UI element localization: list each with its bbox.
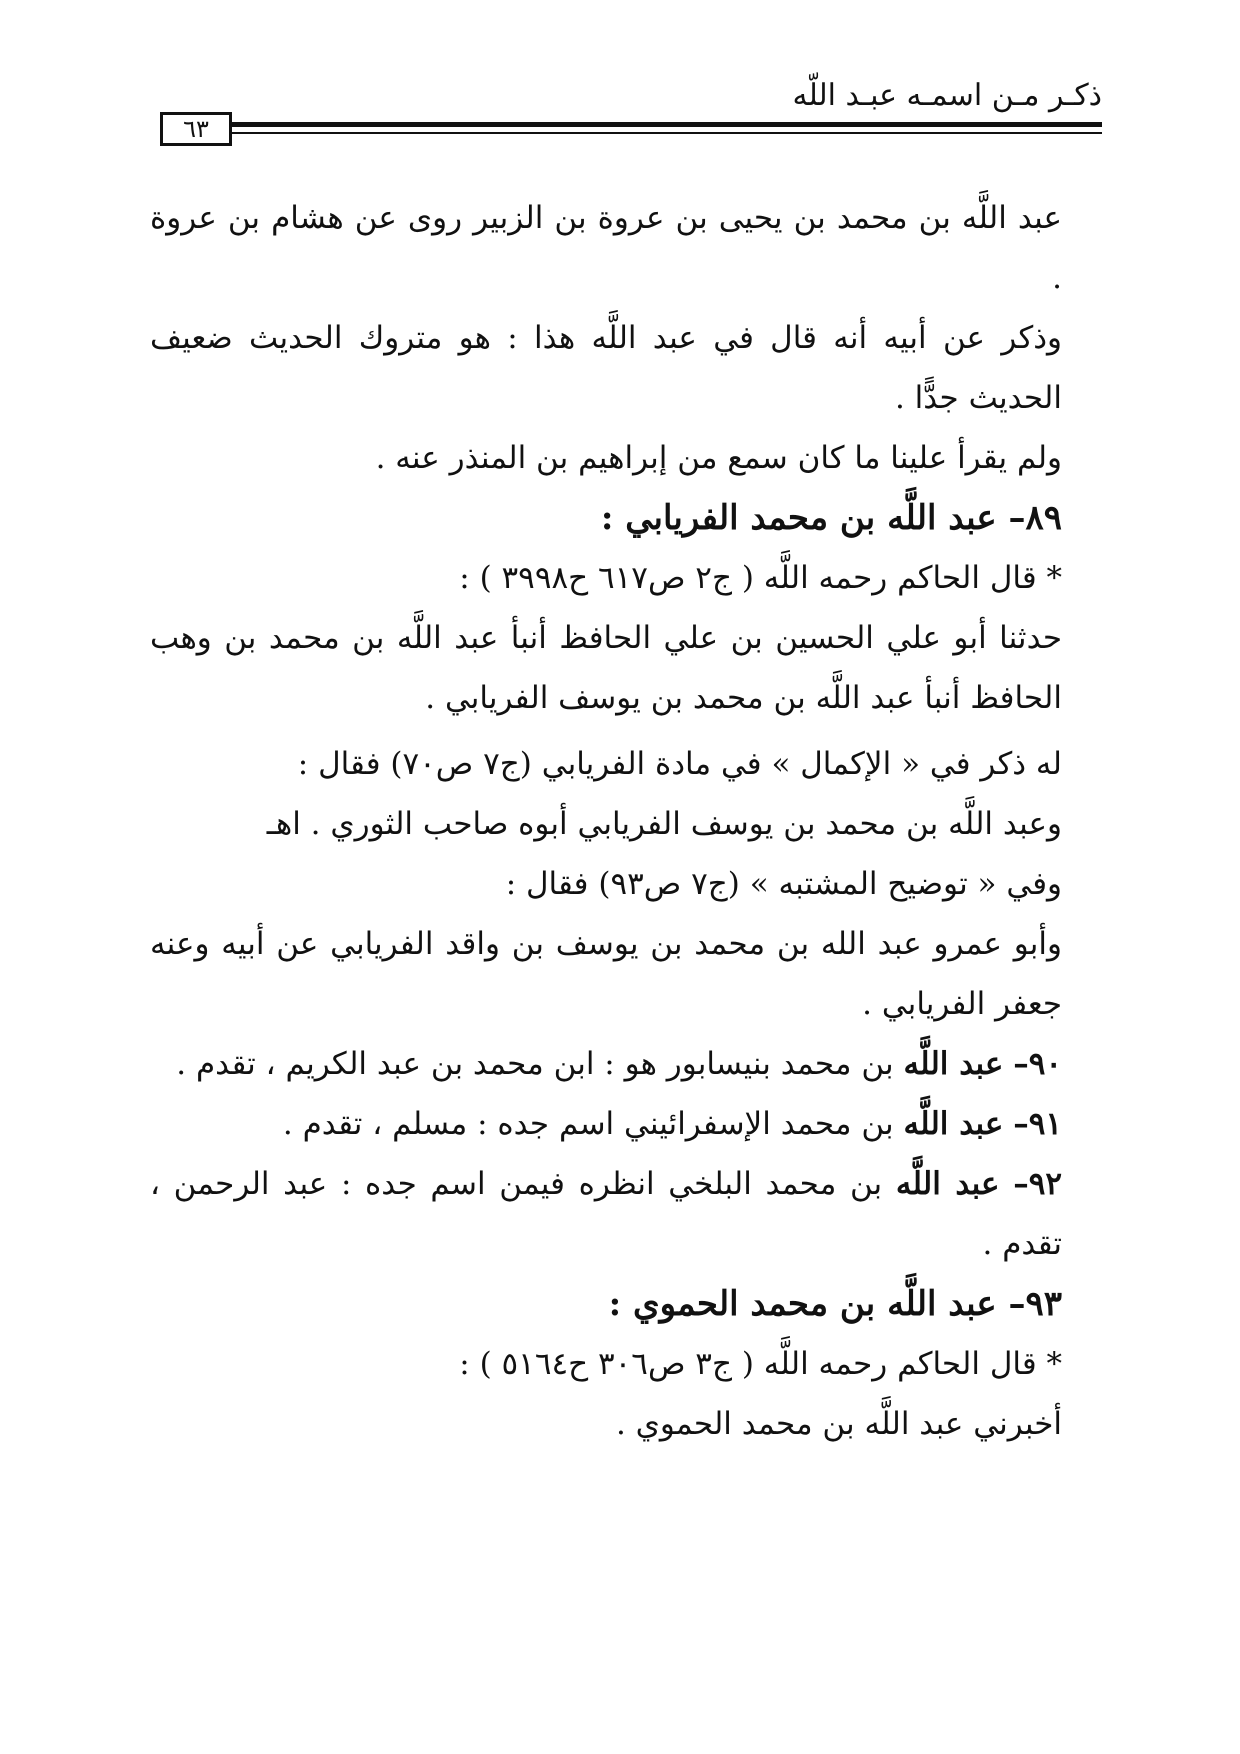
page-number: ٦٣ [160,112,232,146]
entry-90-number: ٩٠– [1013,1046,1062,1082]
entry-90-text: بن محمد بنيسابور هو : ابن محمد بن عبد الكريم ، تقدم . [176,1046,894,1082]
paragraph-2: وذكر عن أبيه أنه قال في عبد اللَّه هذا : هو متروك الحديث ضعيف الحديث جدًّا . [150,320,1062,416]
entry-89-citation: * قال الحاكم رحمه اللَّه ( ج٢ ص٦١٧ ح٣٩٩٨ ) : [459,560,1062,596]
paragraph-1: عبد اللَّه بن محمد بن يحيى بن عروة بن الزبير روى عن هشام بن عروة . [150,200,1063,296]
entry-92-number: ٩٢– [1013,1166,1063,1202]
entry-89-note-1: له ذكر في « الإكمال » في مادة الفريابي (ج٧ ص٧٠) فقال : [297,746,1062,782]
entry-90 [150,1034,1102,1094]
entry-89-heading: ٨٩– عبد اللَّه بن محمد الفريابي : [600,498,1062,538]
header-rule-thin [232,132,1102,134]
entry-90-name: عبد اللَّه [903,1046,1004,1082]
entry-89-isnad: حدثنا أبو علي الحسين بن علي الحافظ أنبأ عبد اللَّه بن محمد بن وهب الحافظ أنبأ عبد اللَّه بن محمد بن يوسف الفريابي . [150,620,1062,716]
header-rule [232,122,1102,127]
entry-89-note-3: وفي « توضيح المشتبه » (ج٧ ص٩٣) فقال : [505,866,1062,902]
entry-89-note-4: وأبو عمرو عبد الله بن محمد بن يوسف بن واقد الفريابي عن أبيه وعنه جعفر الفريابي . [150,926,1063,1022]
running-title: ذكـر مـن اسمـه عبـد اللّه [792,78,1102,113]
entry-89-note-2: وعبد اللَّه بن محمد بن يوسف الفريابي أبوه صاحب الثوري . اهـ [266,806,1062,842]
entry-91-number: ٩١– [1013,1106,1062,1142]
entry-93-heading: ٩٣– عبد اللَّه بن محمد الحموي : [608,1284,1062,1324]
entry-93-text: أخبرني عبد اللَّه بن محمد الحموي . [615,1406,1062,1442]
entry-92-text: بن محمد البلخي انظره فيمن اسم جده : عبد الرحمن ، تقدم . [150,1166,1062,1262]
paragraph-3: ولم يقرأ علينا ما كان سمع من إبراهيم بن المنذر عنه . [375,440,1062,476]
entry-91-text: بن محمد الإسفرائيني اسم جده : مسلم ، تقدم . [282,1106,894,1142]
entry-92-name: عبد اللَّه [895,1166,1000,1202]
entry-91-name: عبد اللَّه [903,1106,1004,1142]
entry-93-citation: * قال الحاكم رحمه اللَّه ( ج٣ ص٣٠٦ ح٥١٦٤ ) : [459,1346,1062,1382]
entry-92 [150,1154,1102,1274]
main-text [150,188,1102,1454]
entry-91 [150,1094,1102,1154]
